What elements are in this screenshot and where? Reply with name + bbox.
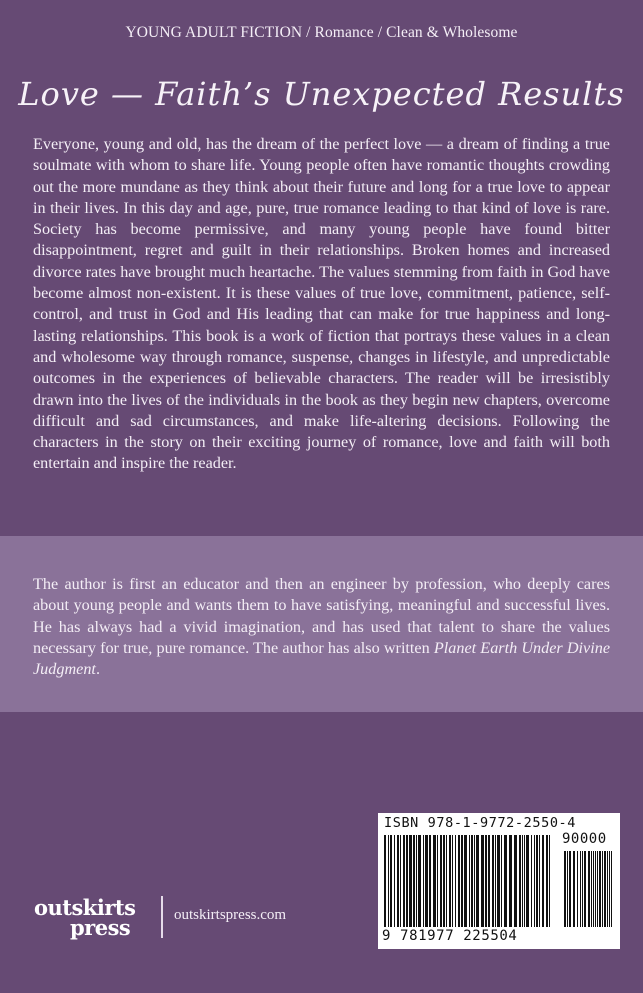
barcode-bar	[471, 835, 473, 927]
barcode-bar	[488, 835, 490, 927]
barcode-bar	[564, 851, 566, 927]
publisher-logo	[34, 895, 154, 945]
barcode-bar	[573, 851, 575, 927]
barcode-bar	[497, 835, 500, 927]
barcode-bar	[599, 851, 601, 927]
barcode-bar	[611, 851, 612, 927]
genre-category: YOUNG ADULT FICTION / Romance / Clean & Wholesome	[125, 24, 518, 41]
barcode-bar	[501, 835, 502, 927]
barcode-bar	[418, 835, 421, 927]
barcode-bar	[519, 835, 521, 927]
barcode-bar	[394, 835, 395, 927]
barcode-bar	[423, 835, 424, 927]
author-bio-end: .	[95, 660, 100, 679]
barcode-bar	[485, 835, 487, 927]
publisher-logo-line2: press	[70, 915, 131, 940]
logo-divider	[161, 896, 163, 938]
barcode-bar	[403, 835, 405, 927]
barcode-bar	[492, 835, 494, 927]
barcode-bar	[474, 835, 475, 927]
barcode-bar	[584, 851, 586, 927]
barcode-bar	[416, 835, 417, 927]
barcode-bar	[390, 835, 392, 927]
barcode-bar	[481, 835, 484, 927]
barcode-bar	[542, 835, 544, 927]
barcode-bar	[446, 835, 447, 927]
barcode-bar	[604, 851, 606, 927]
barcode-bar	[469, 835, 470, 927]
barcode-bar	[593, 851, 594, 927]
barcode-bar	[425, 835, 428, 927]
barcode-digits: 9 781977 225504	[382, 928, 518, 944]
isbn-number: ISBN 978-1-9772-2550-4	[384, 815, 577, 831]
barcode-bar	[514, 835, 517, 927]
barcode-supplement: 90000	[562, 831, 607, 847]
barcode-bar	[546, 835, 548, 927]
barcode-bar	[452, 835, 453, 927]
barcode-bar	[569, 851, 571, 927]
barcode-bar	[413, 835, 415, 927]
barcode-bar	[549, 835, 550, 927]
barcode-bar	[384, 835, 386, 927]
barcode-bar	[531, 835, 532, 927]
barcode-bar	[464, 835, 467, 927]
other-book-title: Planet Earth Under Divine Judgment	[33, 638, 611, 679]
barcode-bar	[534, 835, 535, 927]
barcode-bar	[437, 835, 438, 927]
barcode-bar	[607, 851, 608, 927]
barcode-bar	[509, 835, 512, 927]
barcode-bar	[455, 835, 456, 927]
barcode-bar	[591, 851, 592, 927]
barcode-bar	[388, 835, 389, 927]
barcode-bar	[429, 835, 431, 927]
barcode-bar	[406, 835, 408, 927]
barcode-bar	[461, 835, 463, 927]
author-bio	[33, 574, 610, 680]
barcode-bar	[504, 835, 507, 927]
isbn-barcode	[378, 813, 620, 949]
publisher-website: outskirtspress.com	[174, 907, 287, 923]
barcode-bar	[400, 835, 401, 927]
barcode-bar	[526, 835, 529, 927]
barcode-bar	[539, 835, 540, 927]
barcode-bar	[409, 835, 412, 927]
barcode-bar	[577, 851, 578, 927]
barcode-bar	[397, 835, 399, 927]
barcode-bar	[595, 851, 596, 927]
barcode-bar	[495, 835, 496, 927]
barcode-bar	[588, 851, 590, 927]
barcode-bar	[536, 835, 538, 927]
barcode-bar	[597, 851, 598, 927]
publisher-logo-line1: outskirts	[34, 895, 136, 920]
barcode-bar	[522, 835, 523, 927]
barcode-bar	[449, 835, 451, 927]
barcode-bar	[609, 851, 610, 927]
barcode-bar	[580, 851, 581, 927]
barcode-bar	[433, 835, 436, 927]
barcode-bars	[384, 835, 614, 927]
barcode-bar	[582, 851, 583, 927]
barcode-bar	[440, 835, 442, 927]
author-bio-text: The author is first an educator and then an engineer by profession, who deeply cares about young people and wants them to have satisfying, meaningful and successful lives. He has always had a vivid imagination, and has used that talent to share the values necessary for true, pure romance. The author has also written	[33, 575, 610, 657]
barcode-bar	[443, 835, 445, 927]
barcode-bar	[524, 835, 525, 927]
barcode-bar	[567, 851, 568, 927]
barcode-bar	[476, 835, 479, 927]
book-tagline-title: Love — Faith’s Unexpected Results	[18, 75, 625, 113]
book-description: Everyone, young and old, has the dream of the perfect love — a dream of finding a true soulmate with whom to share life. Young people often have romantic thoughts crowding out the more mundane as they think about their future and long for a true love to appear in their lives. In this day and age, pure, true romance leading to that kind of love is rare. Society has become permissive, and many young people have found bitter disappointment, regret and guilt in their relationships. Broken homes and increased divorce rates have brought much heartache. The values stemming from faith in God have become almost non-existent. It is these values of true love, commitment, patience, self-control, and trust in God and His leading that can make for true happiness and long-lasting relationships. This book is a work of fiction that portrays these values in a clean and wholesome way through romance, suspense, changes in lifestyle, and unpredictable outcomes in the experiences of believable characters. The reader will be irresistibly drawn into the lives of the individuals in the book as they begin new chapters, overcome difficult and sad circumstances, and make life-altering decisions. Following the characters in the story on their exciting journey of romance, love and faith will both entertain and inspire the reader.	[33, 135, 610, 473]
barcode-bar	[602, 851, 603, 927]
barcode-bar	[458, 835, 460, 927]
